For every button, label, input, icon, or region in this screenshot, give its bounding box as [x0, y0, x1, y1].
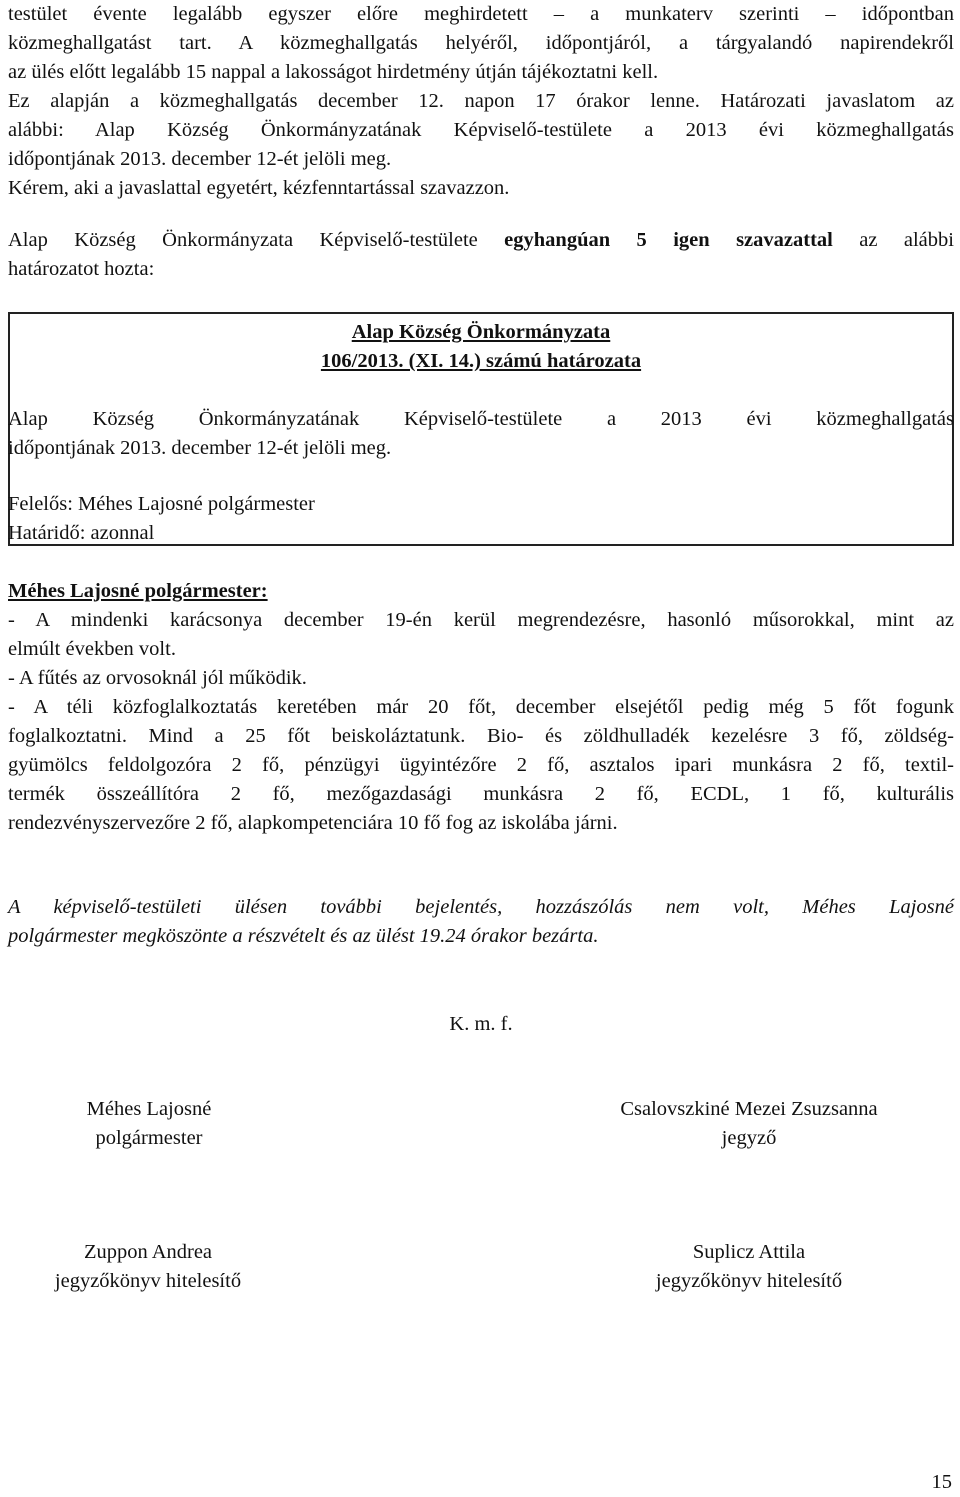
signature-role: jegyzőkönyv hitelesítő	[655, 1270, 843, 1292]
closing-line-1: A képviselő-testületi ülésen további bejelentés, hozzászólás nem volt, Méhes Lajosné	[8, 896, 954, 918]
mayor-heading: Méhes Lajosné polgármester:	[8, 580, 268, 602]
vote-bold: egyhangúan 5 igen szavazattal	[504, 229, 833, 251]
mayor-report	[8, 577, 954, 838]
intro-line-4b: Határozati javaslatom az	[720, 90, 954, 112]
vote-post: az alábbi	[832, 229, 954, 251]
signature-role: polgármester	[95, 1127, 203, 1149]
resolution-text-1: Alap Község Önkormányzatának Képviselő-testülete a 2013 évi közmeghallgatás	[8, 408, 954, 430]
signature-notary	[574, 1095, 924, 1153]
signature-role: jegyzőkönyv hitelesítő	[54, 1270, 242, 1292]
vote-pre: Alap Község Önkormányzata Képviselő-testülete	[8, 229, 505, 251]
mayor-item-3-line-3: gyümölcs feldolgozóra 2 fő, pénzügyi ügyintézőre 2 fő, asztalos ipari munkásra 2 fő, textil-	[8, 754, 954, 776]
mayor-item-1-line-1: - A mindenki karácsonya december 19-én kerül megrendezésre, hasonló műsorokkal, mint az	[8, 609, 954, 631]
resolution-box	[8, 312, 954, 546]
signature-name: Méhes Lajosné	[86, 1098, 212, 1120]
closing-line-2: polgármester megköszönte a részvételt és az ülést 19.24 órakor bezárta.	[8, 925, 599, 947]
resolution-deadline: Határidő: azonnal	[8, 522, 155, 544]
intro-line-5: alábbi: Alap Község Önkormányzatának Képviselő-testülete a 2013 évi közmeghallgatás	[8, 119, 954, 141]
vote-line-2: határozatot hozta:	[8, 258, 155, 280]
resolution-text-2: időpontjának 2013. december 12-ét jelöli meg.	[8, 437, 392, 459]
signature-mayor	[24, 1095, 274, 1153]
resolution-responsible: Felelős: Méhes Lajosné polgármester	[8, 493, 315, 515]
mayor-item-3-line-2: foglalkoztatni. Mind a 25 főt beiskoláztatunk. Bio- és zöldhulladék kezelésre 3 fő, zöldség-	[8, 725, 954, 747]
closing-paragraph	[8, 893, 954, 951]
intro-line-6: időpontjának 2013. december 12-ét jelöli meg.	[8, 148, 392, 170]
intro-line-1: testület évente legalább egyszer előre meghirdetett – a munkaterv szerinti – időpontban	[8, 3, 954, 25]
mayor-item-3-line-1: - A téli közfoglalkoztatás keretében már 20 főt, december elsejétől pedig még 5 főt fogunk	[8, 696, 954, 718]
intro-line-7: Kérem, aki a javaslattal egyetért, kézfenntartással szavazzon.	[8, 177, 510, 199]
page-number: 15	[931, 1471, 952, 1493]
kmf-label: K. m. f.	[449, 1013, 513, 1035]
intro-line-4	[8, 87, 954, 116]
vote-line-1	[8, 226, 954, 255]
intro-line-2: közmeghallgatást tart. A közmeghallgatás helyéről, időpontjáról, a tárgyalandó napirendekről	[8, 32, 954, 54]
signature-name: Csalovszkiné Mezei Zsuzsanna	[620, 1098, 878, 1120]
signature-name: Zuppon Andrea	[83, 1241, 213, 1263]
intro-paragraph	[8, 0, 954, 203]
resolution-title-2: 106/2013. (XI. 14.) számú határozata	[320, 350, 642, 372]
mayor-item-1-line-2: elmúlt években volt.	[8, 638, 176, 660]
intro-line-4a: Ez alapján a közmeghallgatás december 12. napon 17 órakor lenne.	[8, 90, 700, 112]
vote-paragraph	[8, 226, 954, 284]
mayor-item-3-line-5: rendezvényszervezőre 2 fő, alapkompetenciára 10 fő fog az iskolába járni.	[8, 812, 618, 834]
signature-name: Suplicz Attila	[692, 1241, 806, 1263]
signature-authenticator-1	[8, 1238, 288, 1296]
signature-role: jegyző	[721, 1127, 777, 1149]
mayor-item-3-line-4: termék összeállítóra 2 fő, mezőgazdasági munkásra 2 fő, ECDL, 1 fő, kulturális	[8, 783, 954, 805]
intro-line-3: az ülés előtt legalább 15 nappal a lakosságot hirdetmény útján tájékoztatni kell.	[8, 61, 659, 83]
resolution-title-1: Alap Község Önkormányzata	[351, 321, 611, 343]
mayor-item-2-line-1: - A fűtés az orvosoknál jól működik.	[8, 667, 307, 689]
signature-authenticator-2	[624, 1238, 874, 1296]
